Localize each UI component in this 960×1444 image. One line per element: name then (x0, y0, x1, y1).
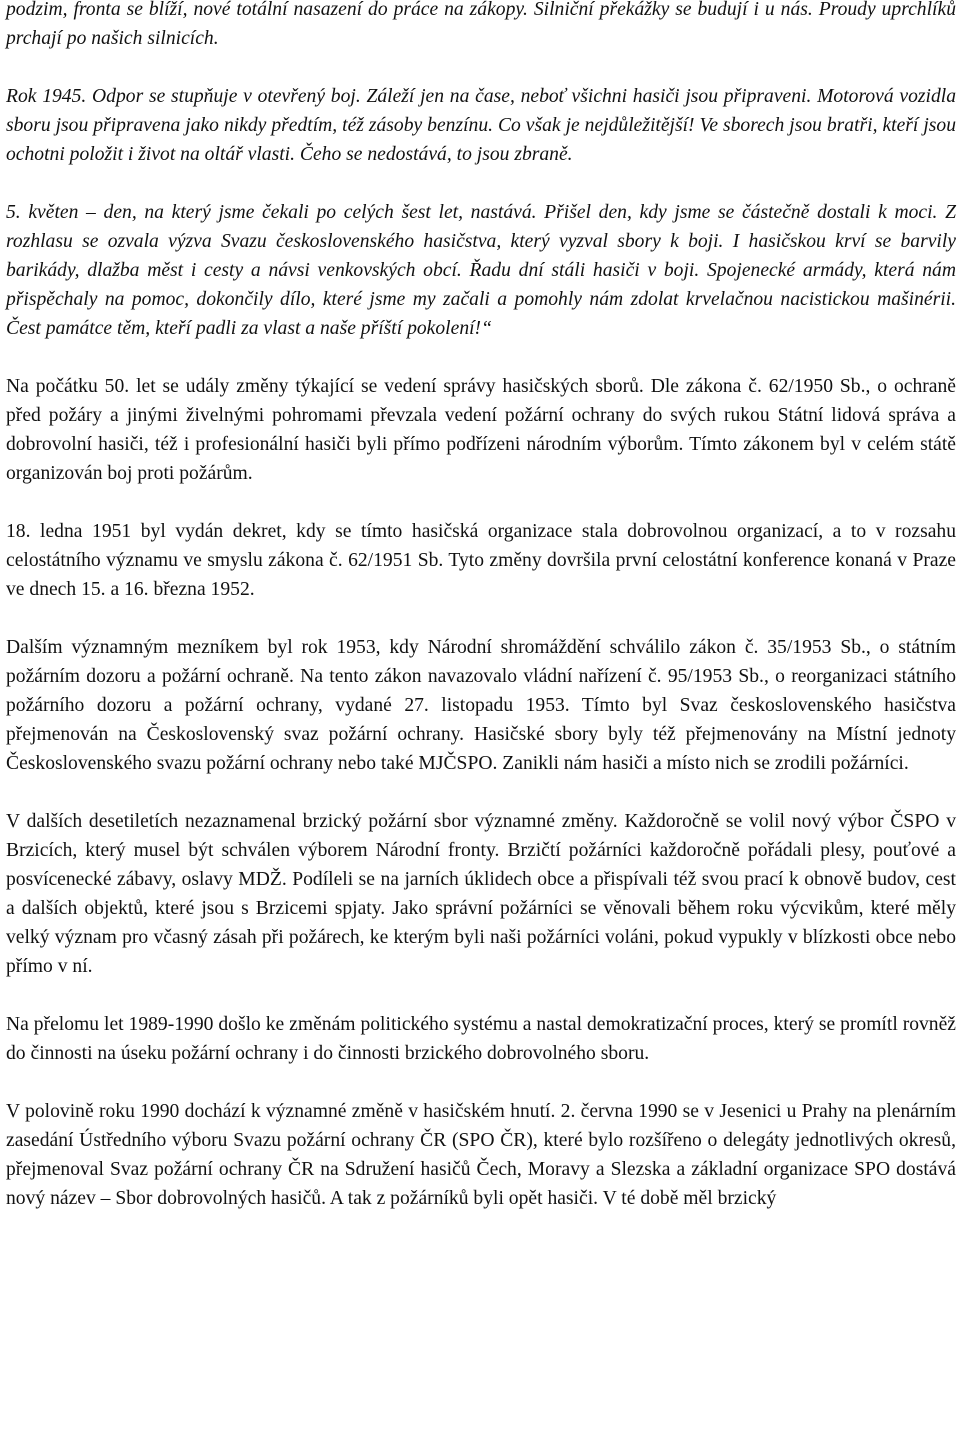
paragraph-wartime-autumn: podzim, fronta se blíží, nové totální nasazení do práce na zákopy. Silniční překážky se budují i u nás. Proudy uprchlíků prchají po našich silnicích. (6, 0, 956, 49)
paragraph-following-decades: V dalších desetiletích nezaznamenal brzický požární sbor významné změny. Každoročně se volil nový výbor ČSPO v Brzicích, který musel být schválen výborem Národní fronty. Brzičtí požárníci každoročně pořádali plesy, pouťové a posvícenecké zábavy, oslavy MDŽ. Podíleli se na jarních úklidech obce a přispívali též svou prací k obnově budov, cest a dalších objektů, které jsou s Brzicemi spjaty. Jako správní požárníci se věnovali během roku výcvikům, které měly velký význam pro včasný zásah při požárech, ke kterým byli naši požárníci voláni, pokud vypukly v blízkosti obce nebo přímo v ní. (6, 811, 956, 977)
paragraph-january-1951: 18. ledna 1951 byl vydán dekret, kdy se tímto hasičská organizace stala dobrovolnou organizací, a to v rozsahu celostátního významu ve smyslu zákona č. 62/1951 Sb. Tyto změny dovršila první celostátní konference konaná v Praze ve dnech 15. a 16. března 1952. (6, 521, 956, 600)
paragraph-1989-1990: Na přelomu let 1989-1990 došlo ke změnám politického systému a nastal demokratizační proces, který se promítl rovněž do činnosti na úseku požární ochrany i do činnosti brzického dobrovolného sboru. (6, 1014, 956, 1064)
document-page (6, 0, 956, 1242)
paragraph-mid-1990: V polovině roku 1990 dochází k významné změně v hasičském hnutí. 2. června 1990 se v Jesenici u Prahy na plenárním zasedání Ústředního výboru Svazu požární ochrany ČR (SPO ČR), které bylo rozšířeno o delegáty jednotlivých okresů, přejmenoval Svaz požární ochrany ČR na Sdružení hasičů Čech, Moravy a Slezska a základní organizace SPO dostává nový název – Sbor dobrovolných hasičů. A tak z požárníků byli opět hasiči. V té době měl brzický (6, 1101, 956, 1209)
paragraph-year-1945: Rok 1945. Odpor se stupňuje v otevřený boj. Záleží jen na čase, neboť všichni hasiči jsou připraveni. Motorová vozidla sboru jsou připravena jako nikdy předtím, též zásoby benzínu. Co však je nejdůležitější! Ve sborech jsou bratři, kteří jsou ochotni položit i život na oltář vlasti. Čeho se nedostává, to jsou zbraně. (6, 86, 956, 165)
paragraph-early-1950s: Na počátku 50. let se udály změny týkající se vedení správy hasičských sborů. Dle zákona č. 62/1950 Sb., o ochraně před požáry a jinými živelnými pohromami převzala vedení požární ochrany do svých rukou Státní lidová správa a dobrovolní hasiči, též i profesionální hasiči byli přímo podřízeni národním výborům. Tímto zákonem byl v celém státě organizován boj proti požárům. (6, 376, 956, 484)
paragraph-year-1953: Dalším významným mezníkem byl rok 1953, kdy Národní shromáždění schválilo zákon č. 35/1953 Sb., o státním požárním dozoru a požární ochraně. Na tento zákon navazovalo vládní nařízení č. 95/1953 Sb., o reorganizaci státního požárního dozoru a požární ochrany, vydané 27. listopadu 1953. Tímto byl Svaz československého hasičstva přejmenován na Československý svaz požární ochrany. Hasičské sbory byly též přejmenovány na Místní jednoty Československého svazu požární ochrany nebo také MJČSPO. Zanikli nám hasiči a místo nich se zrodili požárníci. (6, 637, 956, 774)
paragraph-may-5: 5. květen – den, na který jsme čekali po celých šest let, nastává. Přišel den, kdy jsme se částečně dostali k moci. Z rozhlasu se ozvala výzva Svazu československého hasičstva, který vyzval sbory k boji. I hasičskou krví se barvily barikády, dlažba měst i cesty a návsi venkovských obcí. Řadu dní stáli hasiči v boji. Spojenecké armády, která nám přispěchaly na pomoc, dokončily dílo, které jsme my začali a pomohly nám zdolat krvelačnou nacistickou mašinérii. Čest památce těm, kteří padli za vlast a naše příští pokolení!“ (6, 202, 956, 339)
